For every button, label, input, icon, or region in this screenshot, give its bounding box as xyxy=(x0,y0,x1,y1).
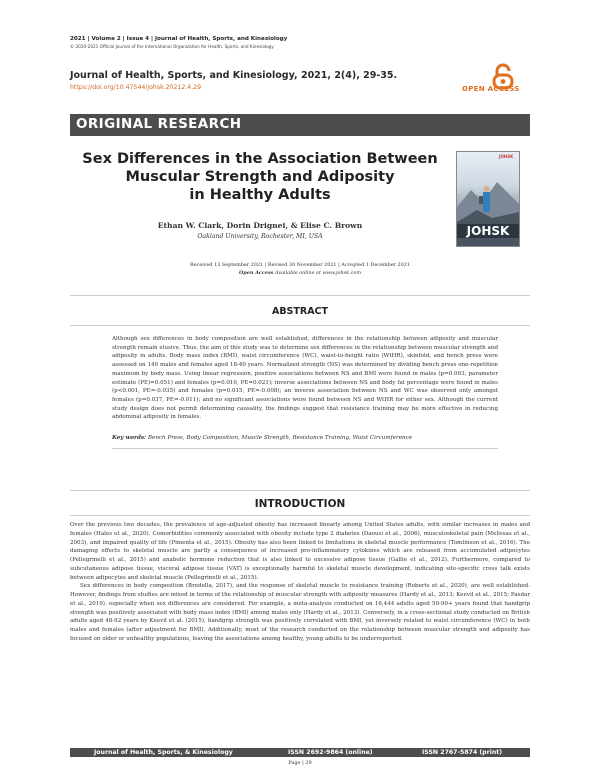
page-number: Page | 29 xyxy=(288,760,312,766)
abstract-bottom-rule xyxy=(70,325,530,326)
abstract-top-rule xyxy=(70,295,530,296)
footer-issn-online: ISSN 2692-9864 (online) xyxy=(288,748,373,756)
section-banner-label: ORIGINAL RESEARCH xyxy=(76,116,242,132)
page-footer-bar xyxy=(70,748,530,757)
keywords-rule xyxy=(112,448,498,449)
keywords-label: Key words: xyxy=(112,435,147,441)
intro-top-rule xyxy=(70,490,530,491)
keywords-list: Bench Press, Body Composition, Muscle Strength, Resistance Training, Waist Circumference xyxy=(146,435,413,441)
affiliation: Oakland University, Rochester, MI, USA xyxy=(197,233,323,240)
issue-line: 2021 | Volume 2 | Issue 4 | Journal of Health, Sports, and Kinesiology xyxy=(70,36,288,42)
doi-link[interactable]: https://doi.org/10.47544/johsk.20212.4.29 xyxy=(70,84,202,91)
open-access-suffix: Available online at www.johsk.com xyxy=(273,270,361,276)
cover-small-label: JOHSK xyxy=(499,154,514,159)
open-access-line xyxy=(70,270,530,276)
authors: Ethan W. Clark, Dorin Drignei, & Elise C. Brown xyxy=(157,221,363,230)
intro-paragraph-2: Sex differences in body composition (Bredella, 2017), and the response of skeletal muscle to resistance training (Roberts et al., 2020), are well established. However, findings from studies are mixed in terms of the relationship of muscular strength with adiposity measures (Hardy et al., 2013; Keevil et al., 2015; Pasdar et al., 2019), especially when sex differences are considered. For example, a meta-analysis conducted on 16,444 adults aged 50-90+ years found that handgrip strength was positively associated with body mass index (BMI) among males only (Hardy et al., 2013). Conversely, in a cross-sectional study conducted on British adults aged 48-92 years by Keevil et al. (2015), handgrip strength was positively correlated with BMI, yet inversely related to waist circumference (WC) in both males and females (after adjustment for BMI). Additionally, most of the research conducted on the relationship between muscular strength and adiposity has focused on older or unhealthy populations, leaving the associations among healthy, young adults to be underreported. xyxy=(70,583,530,642)
copyright-line: © 2020-2021 Official Journal of the International Organization for Health, Sports, and Kinesiology xyxy=(70,44,274,49)
journal-cover-image xyxy=(456,151,520,247)
introduction-heading: INTRODUCTION xyxy=(254,498,346,510)
intro-bottom-rule xyxy=(70,515,530,516)
article-dates: Received 13 September 2021 | Revised 30 November 2021 | Accepted 1 December 2021 xyxy=(190,262,410,268)
title-line-3: in Healthy Adults xyxy=(189,187,331,203)
open-access-prefix: Open Access xyxy=(239,270,274,276)
introduction-body xyxy=(70,521,530,644)
abstract-body: Although sex differences in body composition are well established, differences in the relationship between adiposity and muscular strength remain elusive. Thus, the aim of this study was to determine sex differences in the relationship between muscular strength and adiposity in adults. Body mass index (BMI), waist circumference (WC), waist-to-height ratio (WtHR), skinfold, and bench press were assessed on 140 males and females aged 18-40 years. Normalized strength (NS) was determined by dividing bench press one-repetition maximum by body mass. Using linear regression, positive associations between NS and BMI were found in males (p=0.003, parameter estimate (PE)=0.051) and females (p=0.010, PE=0.021); inverse associations between NS and body fat percentage were found in males (p<0.001, PE=-0.035) and females (p=0.015, PE=-0.008); an inverse association between NS and WC was observed only amongst females (p=0.037, PE=-0.011); and no significant associations were found between NS and WtHR for either sex. Although the current study design does not permit determining causality, the findings suggest that resistance training may be more effective in reducing abdominal adiposity in females. xyxy=(112,336,498,421)
footer-journal: Journal of Health, Sports, & Kinesiology xyxy=(94,748,233,756)
open-access-lock-icon xyxy=(470,62,534,102)
title-line-2: Muscular Strength and Adiposity xyxy=(125,169,395,185)
intro-paragraph-1: Over the previous two decades, the prevalence of age-adjusted obesity has increased linearly among United States adults, with similar increases in males and females (Hales et al., 2020). Comorbidities commonly associated with obesity include type 2 diabetes (Daousi et al., 2006), musculoskeletal pain (Melissas et al., 2003), and impaired quality of life (Pimenta et al., 2015). Obesity has also been linked to limitations in skeletal muscle performance (Tomlinson et al., 2016). The damaging effects to skeletal muscle are partly a consequence of increased pro-inflammatory cytokines which are released from accumulated adipocytes (Pellegrinelli et al., 2015) and anabolic hormone reduction that is also linked to excessive adipose tissue (Gallie et al., 2012). Furthermore, compared to subcutaneous adipose tissue, visceral adipose tissue (VAT) is exceptionally harmful to skeletal muscle development, indicating site-specific cross talk exists between adipocytes and skeletal muscle (Pellegrinelli et al., 2015). xyxy=(70,522,530,581)
article-title xyxy=(70,150,450,204)
cover-big-label: JOHSK xyxy=(457,224,519,238)
open-access-label: OPEN ACCESS xyxy=(462,85,520,93)
footer-issn-print: ISSN 2767-5874 (print) xyxy=(422,748,503,756)
journal-citation: Journal of Health, Sports, and Kinesiology, 2021, 2(4), 29-35. xyxy=(70,70,398,81)
abstract-heading: ABSTRACT xyxy=(271,306,329,317)
title-line-1: Sex Differences in the Association Between xyxy=(82,151,438,167)
keywords xyxy=(112,435,498,441)
